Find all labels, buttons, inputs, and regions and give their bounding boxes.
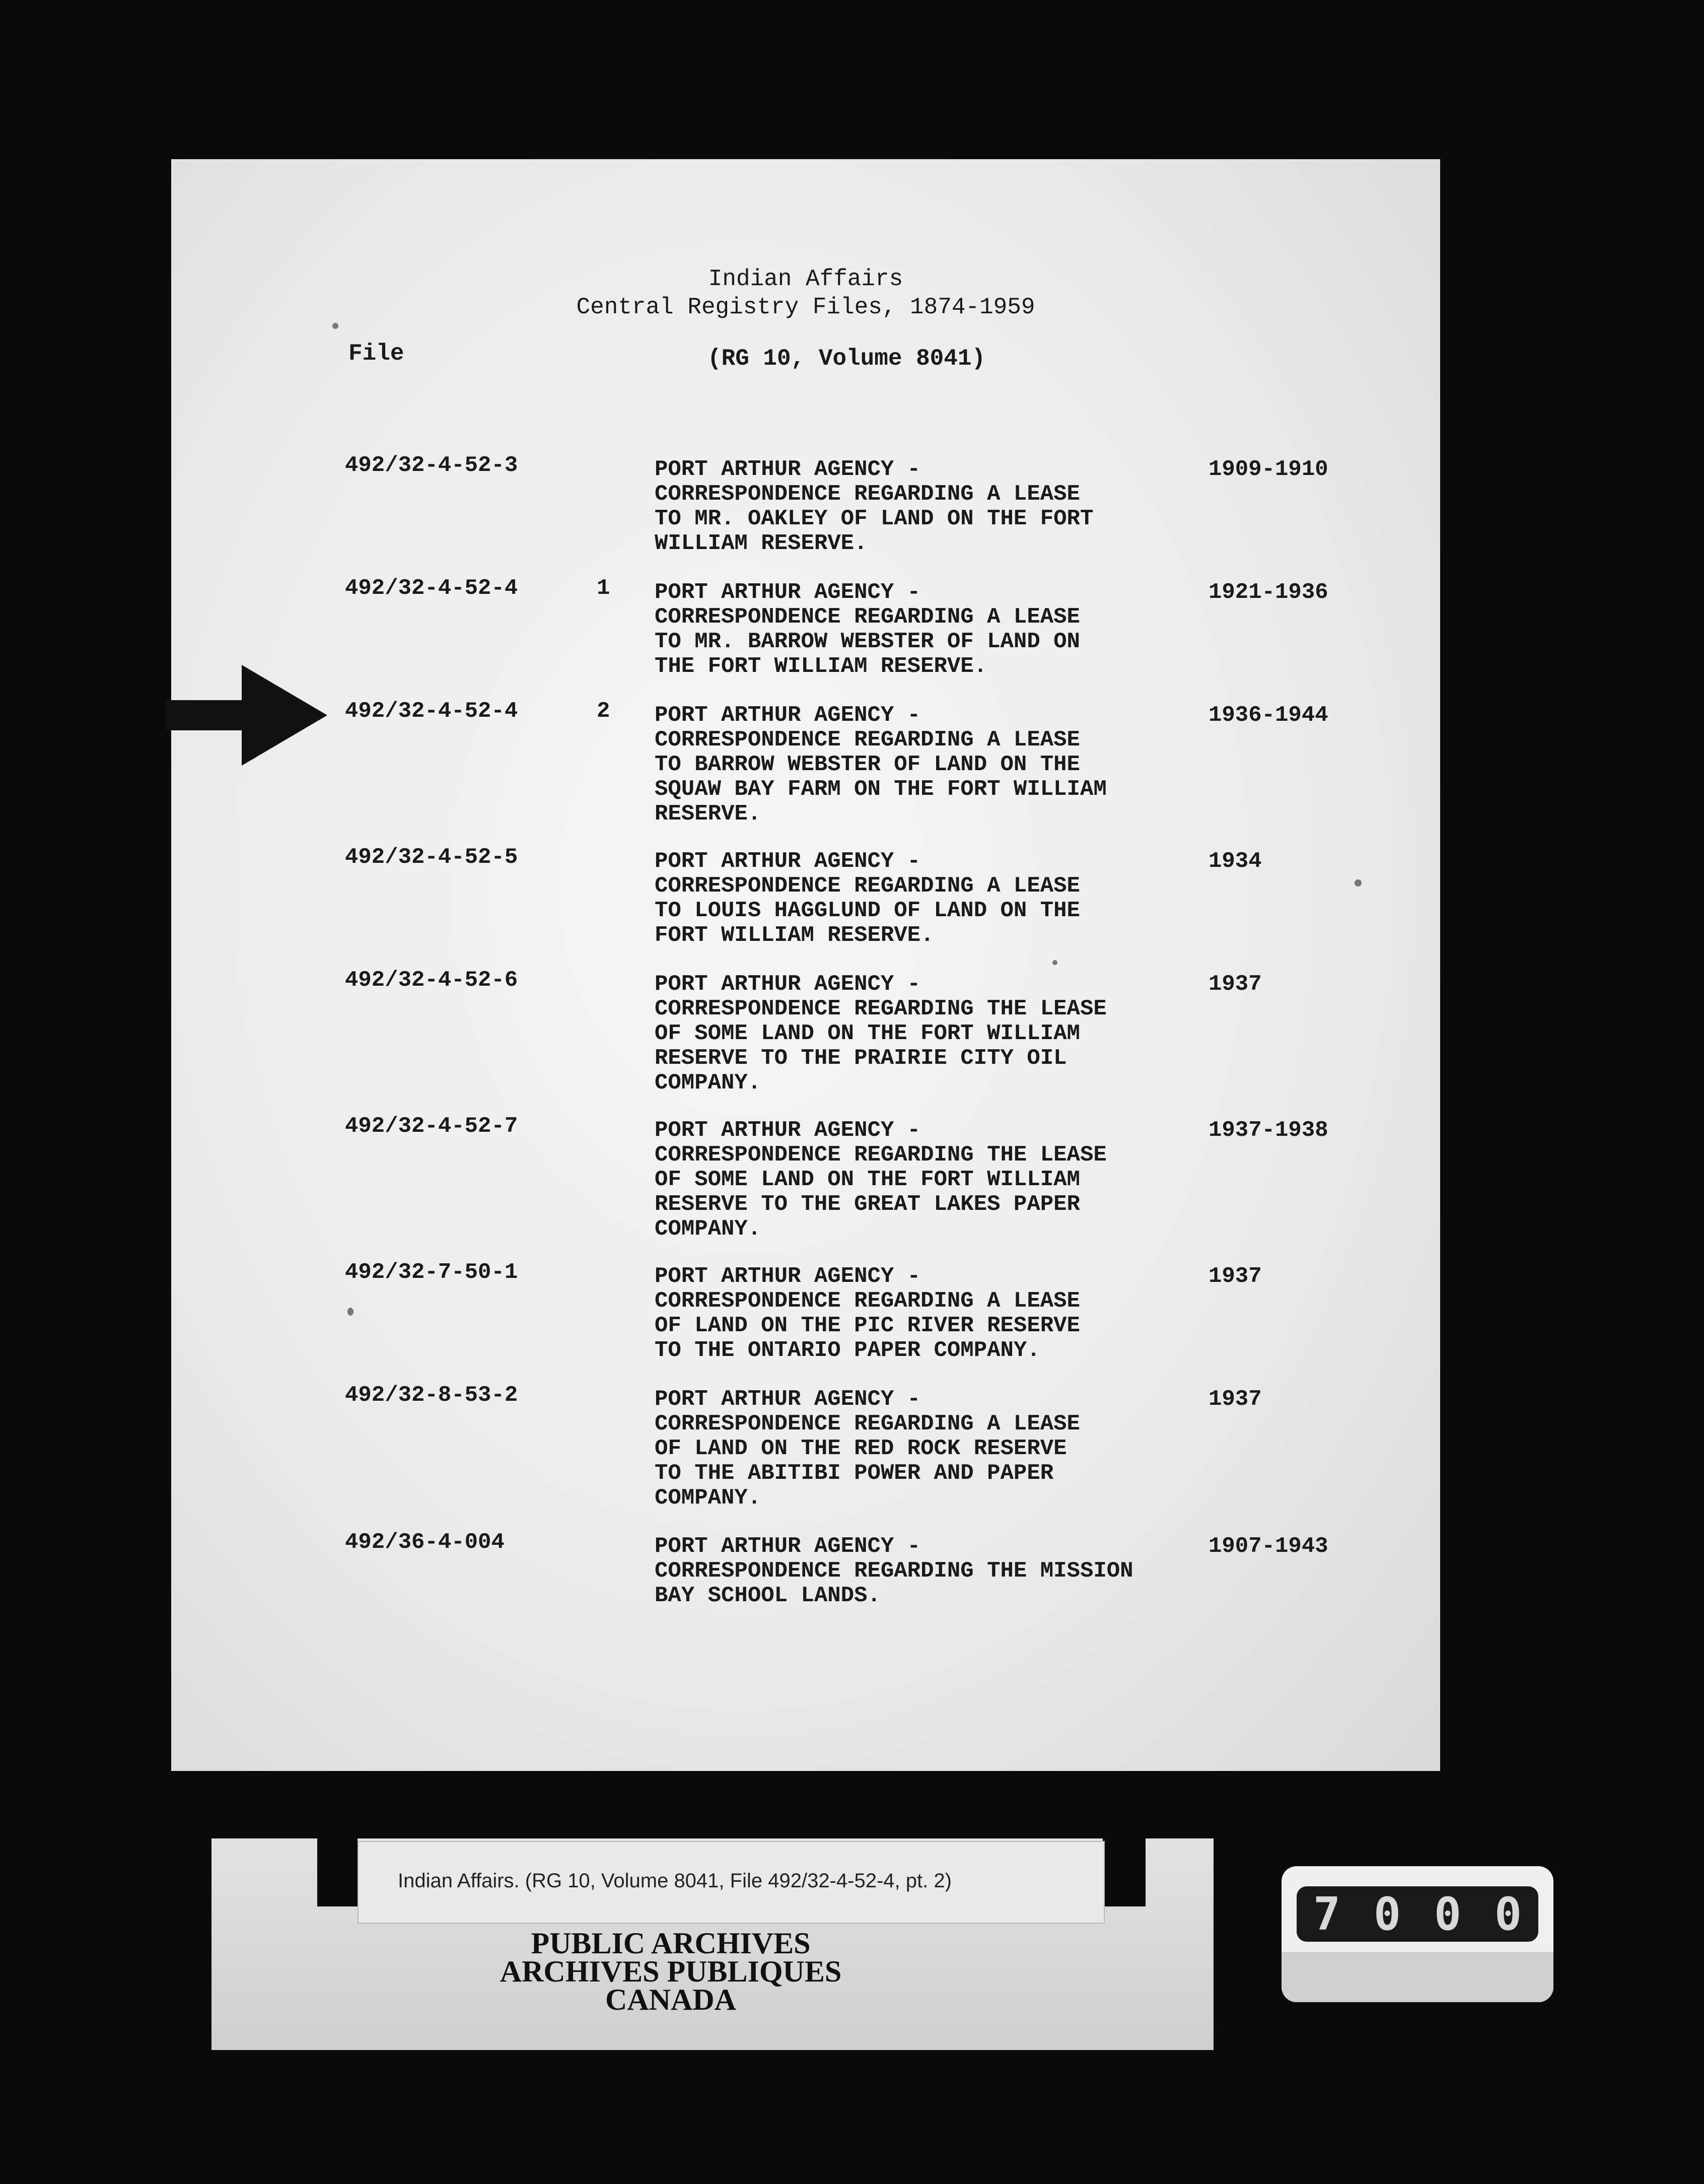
file-number: 492/32-8-53-2 bbox=[345, 1383, 518, 1408]
file-description: PORT ARTHUR AGENCY - CORRESPONDENCE REGARDING A LEASE TO BARROW WEBSTER OF LAND ON THE SQUAW BAY FARM ON THE FORT WILLIAM RESERVE. bbox=[655, 703, 1107, 827]
file-dates: 1936-1944 bbox=[1209, 703, 1328, 728]
header-subtitle: Central Registry Files, 1874-1959 bbox=[576, 294, 1035, 320]
citation-text: Indian Affairs. (RG 10, Volume 8041, File 492/32-4-52-4, pt. 2) bbox=[398, 1870, 952, 1892]
counter-digit: 7 bbox=[1313, 1887, 1341, 1941]
document-page bbox=[171, 159, 1440, 1771]
file-description: PORT ARTHUR AGENCY - CORRESPONDENCE REGARDING THE LEASE OF SOME LAND ON THE FORT WILLIAM RESERVE TO THE PRAIRIE CITY OIL COMPANY. bbox=[655, 972, 1107, 1096]
dust-speck bbox=[1052, 960, 1057, 965]
part-number: 1 bbox=[597, 576, 610, 601]
file-number: 492/32-4-52-7 bbox=[345, 1114, 518, 1139]
file-description: PORT ARTHUR AGENCY - CORRESPONDENCE REGARDING A LEASE TO LOUIS HAGGLUND OF LAND ON THE FORT WILLIAM RESERVE. bbox=[655, 849, 1080, 948]
file-description: PORT ARTHUR AGENCY - CORRESPONDENCE REGARDING A LEASE TO MR. BARROW WEBSTER OF LAND ON THE FORT WILLIAM RESERVE. bbox=[655, 580, 1080, 679]
counter-digit: 0 bbox=[1373, 1887, 1401, 1941]
file-number: 492/32-4-52-4 bbox=[345, 699, 518, 724]
label-notch bbox=[317, 1838, 358, 1906]
file-description: PORT ARTHUR AGENCY - CORRESPONDENCE REGARDING A LEASE OF LAND ON THE PIC RIVER RESERVE TO THE ONTARIO PAPER COMPANY. bbox=[655, 1264, 1080, 1363]
file-description: PORT ARTHUR AGENCY - CORRESPONDENCE REGARDING A LEASE OF LAND ON THE RED ROCK RESERVE TO THE ABITIBI POWER AND PAPER COMPANY. bbox=[655, 1387, 1080, 1511]
counter-digit: 0 bbox=[1494, 1887, 1522, 1941]
file-dates: 1907-1943 bbox=[1209, 1534, 1328, 1559]
stamp-line-1: PUBLIC ARCHIVES bbox=[531, 1927, 811, 1960]
file-number: 492/32-4-52-5 bbox=[345, 845, 518, 870]
file-number: 492/32-4-52-4 bbox=[345, 576, 518, 601]
counter-base bbox=[1282, 1952, 1553, 2002]
dust-speck bbox=[1355, 879, 1362, 886]
file-dates: 1937-1938 bbox=[1209, 1118, 1328, 1143]
file-description: PORT ARTHUR AGENCY - CORRESPONDENCE REGARDING THE LEASE OF SOME LAND ON THE FORT WILLIAM RESERVE TO THE GREAT LAKES PAPER COMPANY. bbox=[655, 1118, 1107, 1242]
file-list bbox=[171, 159, 1440, 1771]
file-number: 492/32-4-52-6 bbox=[345, 968, 518, 993]
counter-digit: 0 bbox=[1434, 1887, 1462, 1941]
part-number: 2 bbox=[597, 699, 610, 724]
stamp-line-3: CANADA bbox=[605, 1983, 736, 2016]
file-dates: 1921-1936 bbox=[1209, 580, 1328, 605]
file-number: 492/32-7-50-1 bbox=[345, 1260, 518, 1285]
file-dates: 1937 bbox=[1209, 972, 1262, 997]
file-dates: 1909-1910 bbox=[1209, 457, 1328, 482]
file-description: PORT ARTHUR AGENCY - CORRESPONDENCE REGARDING A LEASE TO MR. OAKLEY OF LAND ON THE FORT WILLIAM RESERVE. bbox=[655, 457, 1094, 556]
file-description: PORT ARTHUR AGENCY - CORRESPONDENCE REGARDING THE MISSION BAY SCHOOL LANDS. bbox=[655, 1534, 1133, 1608]
stamp-line-2: ARCHIVES PUBLIQUES bbox=[500, 1955, 842, 1988]
file-column-label: File bbox=[348, 340, 404, 367]
label-notch bbox=[1103, 1838, 1146, 1906]
file-dates: 1937 bbox=[1209, 1264, 1262, 1289]
counter-display bbox=[1297, 1886, 1538, 1942]
file-number: 492/32-4-52-3 bbox=[345, 453, 518, 478]
file-dates: 1934 bbox=[1209, 849, 1262, 874]
dust-speck bbox=[332, 323, 338, 329]
arrow-right-icon bbox=[166, 665, 327, 766]
volume-label: (RG 10, Volume 8041) bbox=[707, 346, 986, 372]
file-number: 492/36-4-004 bbox=[345, 1530, 505, 1555]
frame-counter bbox=[1282, 1866, 1553, 2002]
dust-speck bbox=[347, 1308, 353, 1316]
file-dates: 1937 bbox=[1209, 1387, 1262, 1412]
header-title: Indian Affairs bbox=[708, 266, 903, 292]
